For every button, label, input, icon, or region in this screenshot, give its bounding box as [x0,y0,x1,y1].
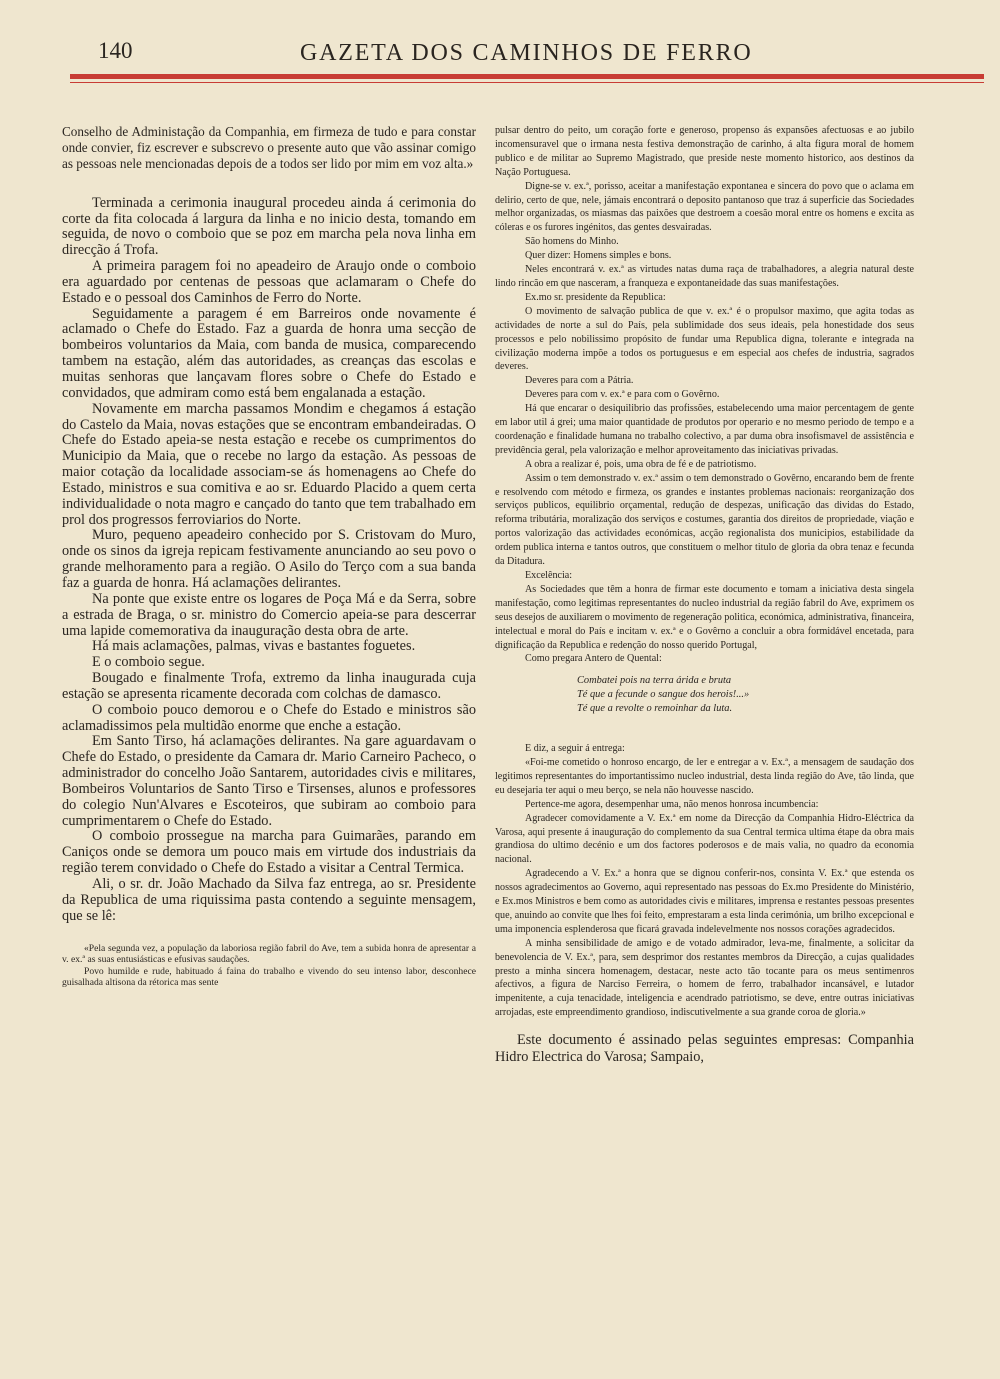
right-paragraph: pulsar dentro do peito, um coração forte e generoso, propenso ás expansões afectuosas e ao jubilo incomensuravel que o irmana nesta festiva demonstração de carinho, á alta figura moral de homem publico e de militar ao Supremo Magistrado, que preside neste momento historico, aos destinos da Nação Portuguesa. [495,125,914,178]
right-paragraph: Assim o tem demonstrado v. ex.ª assim o tem demonstrado o Govêrno, encarando bem de frente e resolvendo com método e firmeza, os grandes e instantes problemas nacionais: reorganização dos serviços publicos, equilibrio orçamental, redução de despezas, unificação das dividas do Estado, reforma tributária, moralização dos serviços e costumes, garantia dos direitos de propriedade, viação e portos valorização das actividades económicas, acção regionalista dos municipios, estabilidade da ordem publica interna e tantos outros, que constituem o melhor titulo de gloria da obra tenaz e fecunda da Ditadura. [495,472,914,568]
poem-verse [577,674,914,716]
report-block [62,196,476,925]
right-paragraph: Há que encarar o desiquilibrio das profissões, estabelecendo uma maior percentagem de gente em labor util á grei; uma maior quantidade de produtos por operario e no mesmo periodo de tempo e a coordenação e finalidade humana no trabalho colectivo, a par duma obra insofismavel de assistência e previdência geral, pela valorização e melhor aproveitamento das iniciativas privadas. [495,403,914,456]
left-paragraph: Bougado e finalmente Trofa, extremo da linha inaugurada cuja estação se apresenta ricamente decorada com colchas de damasco. [62,670,476,702]
speech-paragraph: A minha sensibilidade de amigo e de votado admirador, leva-me, finalmente, a solicitar da benevolencia de V. Ex.ª, para, sem desprimor dos restantes membros da Direcção, a cujas qualidades presto a minha sincera homenagem, destacar, neste acto tão tocante para os meus sentimenros afectivos, a figura de Narciso Ferreira, o homem de ferro, trabalhador incansável, e lutador impenitente, a cuja tenacidade, inteligencia e acendrado patriotismo, se deve, entre outras iniciativas arrojadas, este empreendimento grandioso, indiscutivelmente a sua grande coroa de gloria.» [495,937,914,1019]
speech-paragraph: Pertence-me agora, desempenhar uma, não menos honrosa incumbencia: [525,798,819,810]
signatories-paragraph: Este documento é assinado pelas seguintes empresas: Companhia Hidro Electrica do Varosa; Sampaio, [495,1032,914,1065]
speech-paragraph: E diz, a seguir á entrega: [525,743,625,755]
left-paragraph: Seguidamente a paragem é em Barreiros onde novamente é aclamado o Chefe do Estado. Faz a guarda de honra uma secção de bombeiros voluntarios da Maia, com banda de musica, comparecendo tambem na estação, além das autoridades, as creanças das escolas e muitas senhoras que lançavam flores sobre o Chefe do Estado e convidados, que admiram como está bem engalanada a estação. [62,305,476,401]
left-paragraph: A primeira paragem foi no apeadeiro de Araujo onde o comboio era aguardado por centenas de pessoas que aclamaram o Chefe do Estado e o pessoal dos Caminhos de Ferro do Norte. [62,258,476,306]
left-paragraph: Há mais aclamações, palmas, vivas e bastantes foguetes. [92,638,416,655]
quote-paragraph: «Pela segunda vez, a população da laboriosa região fabril do Ave, tem a subida honra de apresentar a v. ex.ª as suas entusiásticas e efusivas saudações. [62,942,476,966]
right-paragraph: Quer dizer: Homens simples e bons. [525,250,672,262]
right-paragraph: Ex.mo sr. presidente da Republica: [525,291,666,303]
verse-line: Combatei pois na terra árida e bruta [577,675,732,687]
right-paragraph: Como pregara Antero de Quental: [525,653,662,665]
left-paragraph: Muro, pequeno apeadeiro conhecido por S. Cristovam do Muro, onde os sinos da igreja repicam festivamente anunciando ao seu povo o grande melhoramento para a região. O Asilo do Terço com a sua banda faz a guarda de honra. Há aclamações delirantes. [62,527,476,591]
left-paragraph: Em Santo Tirso, há aclamações delirantes. Na gare aguardavam o Chefe do Estado, o presidente da Camara dr. Mario Carneiro Pacheco, o administrador do concelho João Santarem, autoridades civis e militares, Bombeiros Voluntarios de Santo Tirso e Tirsenses, alunos e professores do colegio Nun'Alvares e Escoteiros, que subiram ao comboio para cumprimentarem o Chefe do Estado. [62,733,476,829]
right-paragraph: Excelência: [525,570,573,581]
header-rule [70,74,984,79]
journal-title: GAZETA DOS CAMINHOS DE FERRO [300,40,753,66]
verse-line: Té que a revolte o remoinhar da luta. [577,703,733,715]
right-paragraph: São homens do Minho. [525,236,619,248]
right-column [495,124,914,1065]
left-column [62,124,476,989]
right-paragraph: Deveres para com a Pátria. [525,375,634,387]
left-paragraph: Na ponte que existe entre os logares de Poça Má e da Serra, sobre a estrada de Braga, o sr. ministro do Comercio apeia-se para descerrar uma lapide comemorativa da inauguração desta obra de arte. [62,590,476,639]
right-paragraph: Neles encontrará v. ex.ª as virtudes natas duma raça de trabalhadores, a alegria natural deste lindo rincão em que nasceram, a franqueza e expontaneidade das suas manifestações. [495,264,914,289]
left-paragraph: Ali, o sr. dr. João Machado da Silva faz entrega, ao sr. Presidente da Republica de uma riquissima pasta contendo a seguinte mensagem, que se lê: [62,876,476,924]
right-paragraph: Deveres para com v. ex.ª e para com o Govêrno. [525,389,720,401]
speech-paragraph: Agradecer comovidamente a V. Ex.ª em nome da Direcção da Companhia Hidro-Eléctrica da Varosa, aqui presente á inauguração do complemento da sua Central termica ultima étape da obra mais grandiosa do ultimo decénio e um dos factores poderosos e de mais valia, no quadro da economia nacional. [495,812,914,866]
intro-paragraph: Conselho de Administação da Companhia, em firmeza de tudo e para constar onde convier, fiz escrever e subscrevo o presente auto que vão assinar comigo as pessoas nele mencionadas depois de a todos ser lido por mim em voz alta.» [62,124,476,171]
left-paragraph: E o comboio segue. [92,654,205,671]
left-paragraph: O comboio pouco demorou e o Chefe do Estado e ministros são aclamadissimos pela multidão enorme que enche a estação. [62,701,476,734]
speech-paragraph: Agradecendo a V. Ex.ª a honra que se dignou conferir-nos, consinta V. Ex.ª que estenda os nossos agradecimentos ao Governo, aqui representado nas pessoas do Ex.mo Presidente do Ministério, e Ex.mos Ministros e bem como as autoridades civis e militares, imprensa e restantes pessoas presentes que, anuindo ao convite que lhes foi feito, emprestaram a esta linda cerimónia, um brilho excepcional e uma imponencia esplenderosa que ficará gravada indelevelmente nos nossos corações agradecidos. [495,868,914,935]
right-paragraph: As Sociedades que têm a honra de firmar este documento e tomam a iniciativa desta singela manifestação, como legitimas representantes do nucleo industrial da região fabril do Ave, exprimem os seus desejos de auxiliarem o movimento de regeneração politica, económica, administrativa, financeira, intelectual e moral do País e incitam v. ex.ª e o Govêrno a concluir a obra formidável encetada, para dignificação da Republica e redenção do nosso querido Portugal, [495,583,915,651]
left-paragraph: Novamente em marcha passamos Mondim e chegamos á estação do Castelo da Maia, novas estações que se encontram embandeiradas. O Chefe do Estado apeia-se nesta estação e recebe os cumprimentos do Municipio da Maia, que o recebe no largo da estação. As pessoas de maior cotação da localidade associam-se ás homenagens ao Chefe do Estado, ministros e sua comitiva e ao sr. Eduardo Placido a quem certa individualidade o nota magro e cançado do tanto que tem trabalhado em prol dos progressos ferroviarios do Norte. [62,400,476,528]
right-paragraph: Digne-se v. ex.ª, porisso, aceitar a manifestação expontanea e sincera do povo que o aclama em delirio, certo de que, nele, jámais encontrará o deposito pantanoso que traz á superficie das Sociedades melhor organizadas, os miasmas das paixões que destroem a coesão moral entre os homens e excita as cóleras e os furores ingénitos, das gentes desvairadas. [495,180,914,234]
speech-paragraph: «Foi-me cometido o honroso encargo, de ler e entregar a v. Ex.ª, a mensagem de saudação dos legitimos representantes do importantissimo nucleo industrial, desta linda região do Ave, tão linda, que eu desejaria ter aqui o meu berço, se nela não houvesse nascido. [495,756,914,796]
right-paragraph: A obra a realizar é, pois, uma obra de fé e de patriotismo. [525,458,757,470]
header-rule-thin [70,82,984,83]
speech-block [495,742,914,1020]
right-paragraph: O movimento de salvação publica de que v. ex.ª é o propulsor maximo, que agita todas as actividades de norte a sul do País, pela sublimidade dos seus ideais, pela honestidade dos seus processos e pelo nobilissimo propósito de fundar uma Republica digna, tolerante e integrada na civilização moderna impõe a todos os portuguesus e em especial aos chefes de industria, sagrados deveres. [495,305,914,373]
message-continued [495,124,914,666]
intro-block [62,124,476,172]
verse-line: Té que a fecunde o sangue dos herois!...» [577,689,750,701]
quote-paragraph: Povo humilde e rude, habituado á faina do trabalho e vivendo do seu intenso labor, desconhece guisalhada altisona da rétorica mas sente [62,965,476,989]
page-number: 140 [98,38,133,63]
left-paragraph: Terminada a cerimonia inaugural procedeu ainda á cerimonia do corte da fita colocada á largura da linha e no inicio desta, tomando em seguida, de novo o comboio que se poz em marcha pela nova linha em direcção á Trofa. [62,194,476,259]
message-quote [62,943,476,989]
signatories-block [495,1032,914,1065]
left-paragraph: O comboio prossegue na marcha para Guimarães, parando em Caniços onde se demora um pouco mais em virtude dos industriais da região terem convidado o Chefe do Estado a visitar a Central Termica. [62,828,476,877]
